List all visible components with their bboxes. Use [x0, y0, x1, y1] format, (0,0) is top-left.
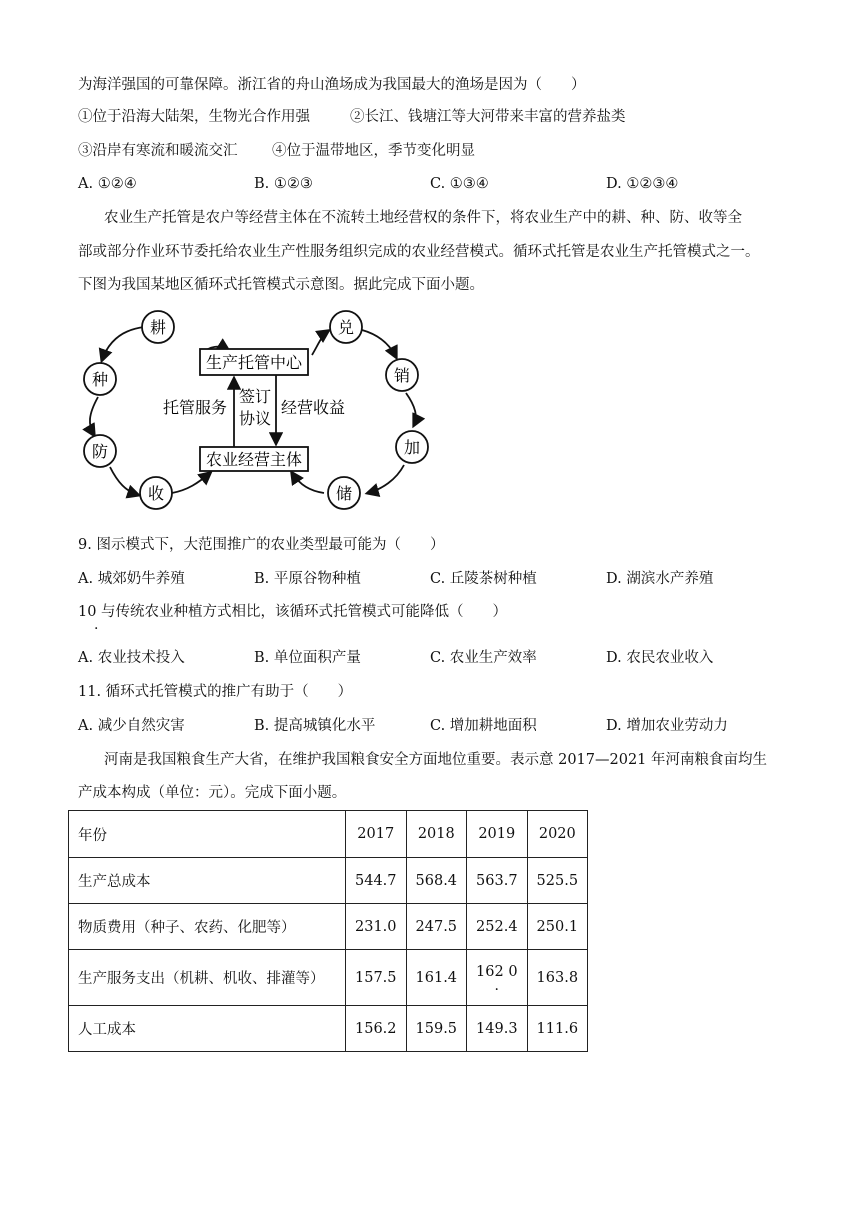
table-cell: 149.3: [467, 1006, 528, 1052]
table-cell: 111.6: [527, 1006, 588, 1052]
svg-text:种: 种: [91, 370, 109, 389]
q8-option-c[interactable]: C. ①③④: [430, 176, 489, 192]
q8-option-b[interactable]: B. ①②③: [254, 176, 313, 192]
q8-statement-1: ①位于沿海大陆架，生物光合作用强: [78, 109, 310, 125]
q9-stem: 9. 图示模式下，大范围推广的农业类型最可能为（ ）: [78, 537, 445, 553]
svg-text:耕: 耕: [149, 318, 167, 337]
q11-option-c[interactable]: C. 增加耕地面积: [430, 718, 537, 734]
table-cell: 生产总成本: [69, 858, 346, 904]
table-cell: 156.2: [346, 1006, 407, 1052]
table-cell-dot: ·: [494, 982, 500, 998]
table-cell: 161.4: [406, 950, 467, 1006]
svg-text:兑: 兑: [337, 318, 355, 337]
table-cell: 157.5: [346, 950, 407, 1006]
arc-jia-chu: [368, 465, 404, 493]
table-cell: 生产服务支出（机耕、机收、排灌等）: [69, 950, 346, 1006]
q9-option-d[interactable]: D. 湖滨水产养殖: [606, 571, 714, 587]
q10-option-a[interactable]: A. 农业技术投入: [78, 650, 185, 666]
q8-option-a[interactable]: A. ①②④: [78, 176, 137, 192]
table-header-row: [69, 811, 588, 858]
table-cell: [467, 950, 528, 1006]
node-geng: [142, 311, 174, 343]
q11-option-d[interactable]: D. 增加农业劳动力: [606, 718, 728, 734]
q10-option-b[interactable]: B. 单位面积产量: [254, 650, 361, 666]
arc-zhong-fang: [90, 397, 98, 435]
left-label: 托管服务: [162, 398, 228, 417]
arc-shou-bottombox: [172, 473, 210, 493]
table-header-cell: 年份: [69, 811, 346, 858]
center-label-2: 协议: [238, 409, 272, 428]
table-cell-text: 162 0: [476, 963, 518, 980]
q10-option-d[interactable]: D. 农民农业收入: [606, 650, 714, 666]
node-fang: [84, 435, 116, 467]
node-jia: [396, 431, 428, 463]
intro-fragment: 为海洋强国的可靠保障。浙江省的舟山渔场成为我国最大的渔场是因为（ ）: [78, 77, 586, 93]
passage1-line2: 部或部分作业环节委托给农业生产性服务组织完成的农业经营模式。循环式托管是农业生产托管模式之一。: [78, 244, 760, 260]
node-shou: [140, 477, 172, 509]
q9-option-b[interactable]: B. 平原谷物种植: [254, 571, 361, 587]
table-cell: 159.5: [406, 1006, 467, 1052]
table-cell: 525.5: [527, 858, 588, 904]
q9-option-a[interactable]: A. 城郊奶牛养殖: [78, 571, 185, 587]
passage1-line3: 下图为我国某地区循环式托管模式示意图。据此完成下面小题。: [78, 277, 484, 293]
svg-text:加: 加: [403, 438, 421, 457]
table-row: [69, 950, 588, 1006]
cost-table: [68, 810, 588, 1052]
table-row: [69, 1006, 588, 1052]
node-chu: [328, 477, 360, 509]
q8-statement-2: ②长江、钱塘江等大河带来丰富的营养盐类: [350, 109, 626, 125]
table-cell: 物质费用（种子、农药、化肥等）: [69, 904, 346, 950]
svg-text:销: 销: [393, 366, 411, 385]
table-cell: 231.0: [346, 904, 407, 950]
table-cell: 563.7: [467, 858, 528, 904]
q11-option-b[interactable]: B. 提高城镇化水平: [254, 718, 376, 734]
table-header-cell: 2020: [527, 811, 588, 858]
q8-statement-3: ③沿岸有寒流和暖流交汇: [78, 143, 238, 159]
passage2-line2: 产成本构成（单位：元）。完成下面小题。: [78, 785, 347, 801]
table-cell: 252.4: [467, 904, 528, 950]
table-cell: 163.8: [527, 950, 588, 1006]
top-box-label: 生产托管中心: [205, 353, 303, 372]
table-row: [69, 858, 588, 904]
table-cell: 250.1: [527, 904, 588, 950]
q10-option-c[interactable]: C. 农业生产效率: [430, 650, 537, 666]
table-cell: 247.5: [406, 904, 467, 950]
center-label-1: 签订: [238, 387, 272, 406]
arc-dui-xiao: [362, 330, 396, 357]
q11-option-a[interactable]: A. 减少自然灾害: [78, 718, 185, 734]
table-header-cell: 2017: [346, 811, 407, 858]
passage2-line1: 河南是我国粮食生产大省，在维护我国粮食安全方面地位重要。表示意 2017—2021 年河南粮食亩均生: [104, 752, 768, 768]
table-header-cell: 2018: [406, 811, 467, 858]
q9-option-c[interactable]: C. 丘陵茶树种植: [430, 571, 537, 587]
node-xiao: [386, 359, 418, 391]
arc-geng-zhong: [102, 327, 144, 360]
table-header-cell: 2019: [467, 811, 528, 858]
q10-dot: ·: [94, 621, 99, 637]
right-label: 经营收益: [280, 398, 346, 417]
arc-fang-shou: [110, 467, 138, 495]
table-cell: 568.4: [406, 858, 467, 904]
arc-xiao-jia: [406, 393, 416, 425]
table-cell: 人工成本: [69, 1006, 346, 1052]
q10-stem: 10 与传统农业种植方式相比，该循环式托管模式可能降低（ ）: [78, 604, 508, 620]
svg-text:储: 储: [335, 484, 353, 503]
table-row: [69, 904, 588, 950]
bottom-box-label: 农业经营主体: [205, 450, 303, 469]
q11-stem: 11. 循环式托管模式的推广有助于（ ）: [78, 684, 353, 700]
q8-statement-4: ④位于温带地区，季节变化明显: [272, 143, 475, 159]
arc-chu-bottombox: [292, 473, 324, 493]
svg-text:收: 收: [147, 484, 165, 503]
node-zhong: [84, 363, 116, 395]
table-cell: 544.7: [346, 858, 407, 904]
node-dui: [330, 311, 362, 343]
arc-topbox-dui: [312, 331, 328, 355]
svg-text:防: 防: [91, 442, 109, 461]
q8-option-d[interactable]: D. ①②③④: [606, 176, 679, 192]
circular-trusteeship-diagram: [70, 305, 440, 515]
passage1-line1: 农业生产托管是农户等经营主体在不流转土地经营权的条件下，将农业生产中的耕、种、防、收等全: [104, 210, 742, 226]
